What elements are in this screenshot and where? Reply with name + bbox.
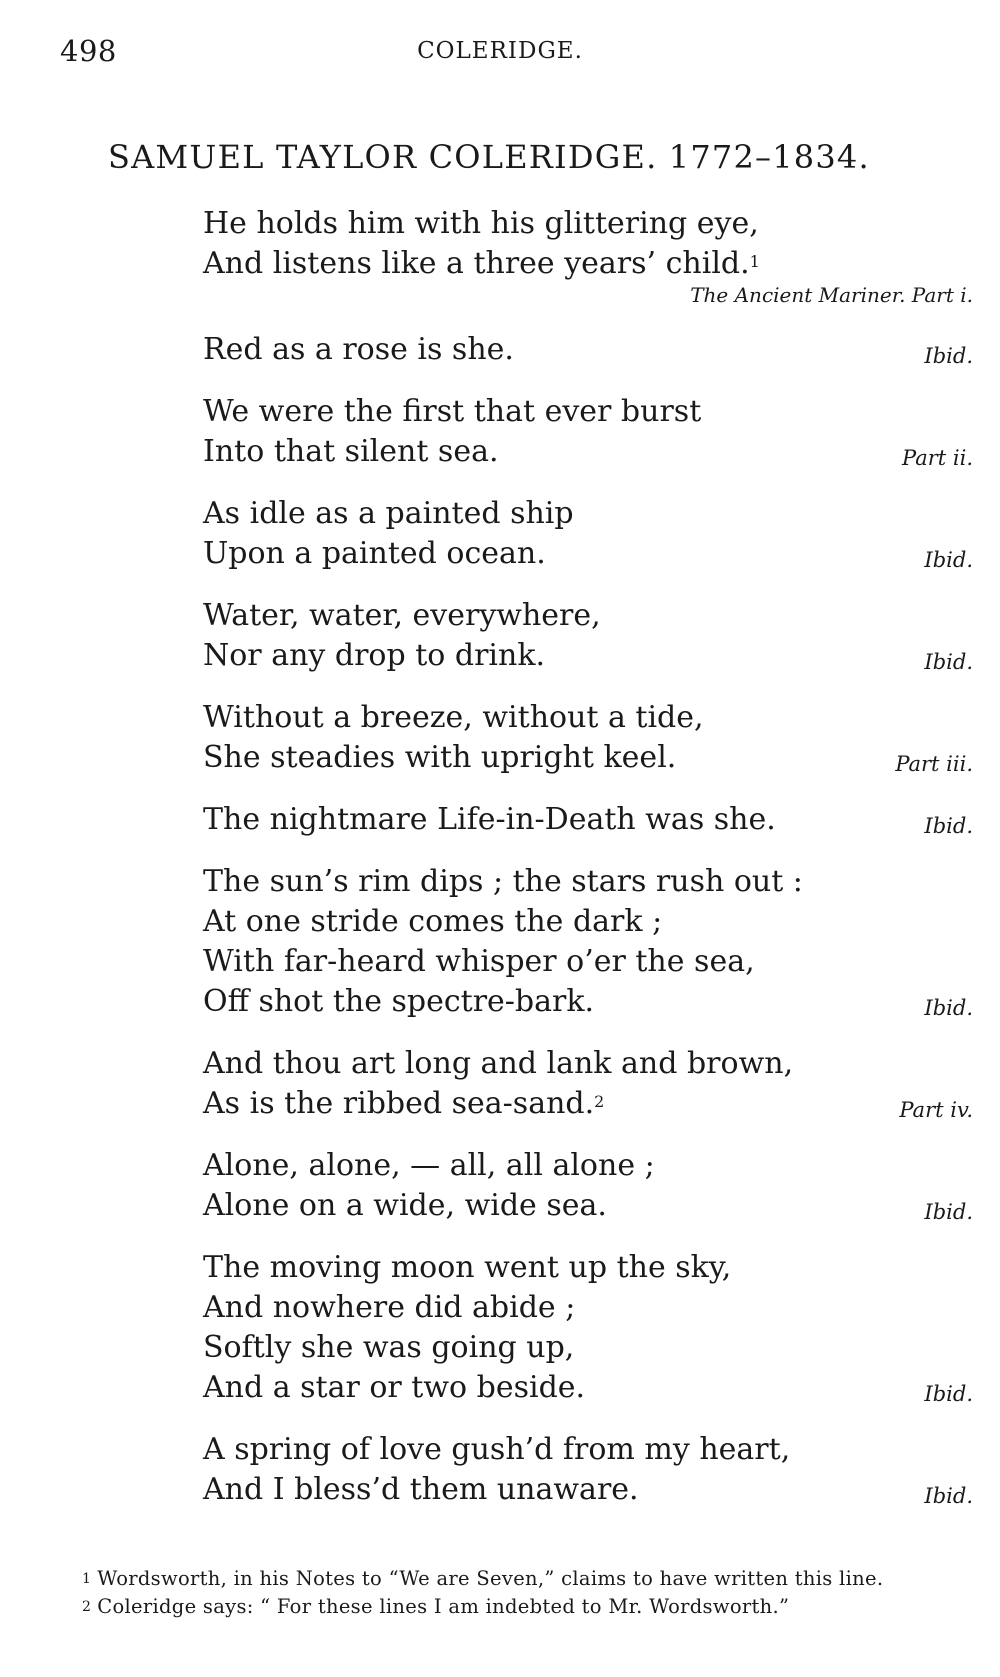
- footnote-ref: 2: [594, 1092, 605, 1111]
- verse-line: Alone, alone, — all, all alone ;: [203, 1148, 655, 1183]
- verse-line: The nightmare Life-in-Death was she.: [203, 802, 776, 837]
- verse-line: At one stride comes the dark ;: [203, 904, 663, 939]
- footnote-mark: 1: [82, 1571, 92, 1587]
- page-number: 498: [60, 34, 117, 68]
- quotation: [203, 800, 973, 840]
- verse-line: And I bless’d them unaware.: [203, 1472, 639, 1507]
- quotation: [203, 330, 973, 370]
- verse-line: As idle as a painted ship: [203, 496, 574, 531]
- quotation: [203, 1044, 973, 1124]
- quotation-source: Ibid.: [924, 548, 973, 572]
- verse-line: The sun’s rim dips ; the stars rush out :: [203, 864, 803, 899]
- verse-line: A spring of love gush’d from my heart,: [203, 1432, 791, 1467]
- footnote-text: Coleridge says: “ For these lines I am indebted to Mr. Wordsworth.”: [97, 1595, 790, 1618]
- quotation: [203, 698, 973, 778]
- verse-line: We were the first that ever burst: [203, 394, 702, 429]
- quotation: [203, 1248, 973, 1408]
- verse-line: And listens like a three years’ child.$^1$: [203, 246, 760, 281]
- verse-line: Without a breeze, without a tide,: [203, 700, 704, 735]
- quotation: [203, 862, 973, 1022]
- verse-line: She steadies with upright keel.: [203, 740, 677, 775]
- quotation-source: Part iv.: [899, 1098, 973, 1122]
- quotation: [203, 494, 973, 574]
- verse-line: Upon a painted ocean.: [203, 536, 546, 571]
- quotation-source: Ibid.: [924, 344, 973, 368]
- running-head: [60, 34, 940, 74]
- footnote: [58, 1565, 964, 1593]
- verse-line: He holds him with his glittering eye,: [203, 206, 759, 241]
- verse-line: Water, water, everywhere,: [203, 598, 601, 633]
- footnote: [58, 1593, 964, 1621]
- running-title: COLERIDGE.: [417, 38, 583, 64]
- verse-line: And a star or two beside.: [203, 1370, 586, 1405]
- quotation: [203, 392, 973, 472]
- footnote-text: Wordsworth, in his Notes to “We are Seven,” claims to have written this line.: [97, 1567, 884, 1590]
- verse-line: Alone on a wide, wide sea.: [203, 1188, 607, 1223]
- author-heading: SAMUEL TAYLOR COLERIDGE. 1772–1834.: [108, 138, 870, 176]
- quotation-source: Part iii.: [895, 752, 973, 776]
- quotation-source: Ibid.: [924, 996, 973, 1020]
- verse-line: With far-heard whisper o’er the sea,: [203, 944, 755, 979]
- quotation: [203, 596, 973, 676]
- footnote-ref: 1: [749, 252, 760, 271]
- verse-line: And thou art long and lank and brown,: [203, 1046, 794, 1081]
- quotation-list: [203, 204, 973, 1532]
- quotation: [203, 204, 973, 308]
- quotation-source: Ibid.: [924, 1382, 973, 1406]
- verse-line: Off shot the spectre-bark.: [203, 984, 595, 1019]
- quotation-source: The Ancient Mariner. Part i.: [690, 283, 973, 307]
- verse-line: The moving moon went up the sky,: [203, 1250, 732, 1285]
- verse-line: Nor any drop to drink.: [203, 638, 546, 673]
- quotation-source: Part ii.: [902, 446, 973, 470]
- quotation: [203, 1146, 973, 1226]
- quotation: [203, 1430, 973, 1510]
- verse-line: Red as a rose is she.: [203, 332, 514, 367]
- verse-line: And nowhere did abide ;: [203, 1290, 576, 1325]
- quotation-source: Ibid.: [924, 650, 973, 674]
- quotation-source: Ibid.: [924, 1200, 973, 1224]
- footnote-mark: 2: [82, 1599, 92, 1615]
- verse-line: Into that silent sea.: [203, 434, 499, 469]
- quotation-source: Ibid.: [924, 814, 973, 838]
- footnotes: [58, 1565, 964, 1621]
- verse-line: As is the ribbed sea-sand.$^2$: [203, 1086, 605, 1121]
- verse-line: Softly she was going up,: [203, 1330, 575, 1365]
- quotation-source: Ibid.: [924, 1484, 973, 1508]
